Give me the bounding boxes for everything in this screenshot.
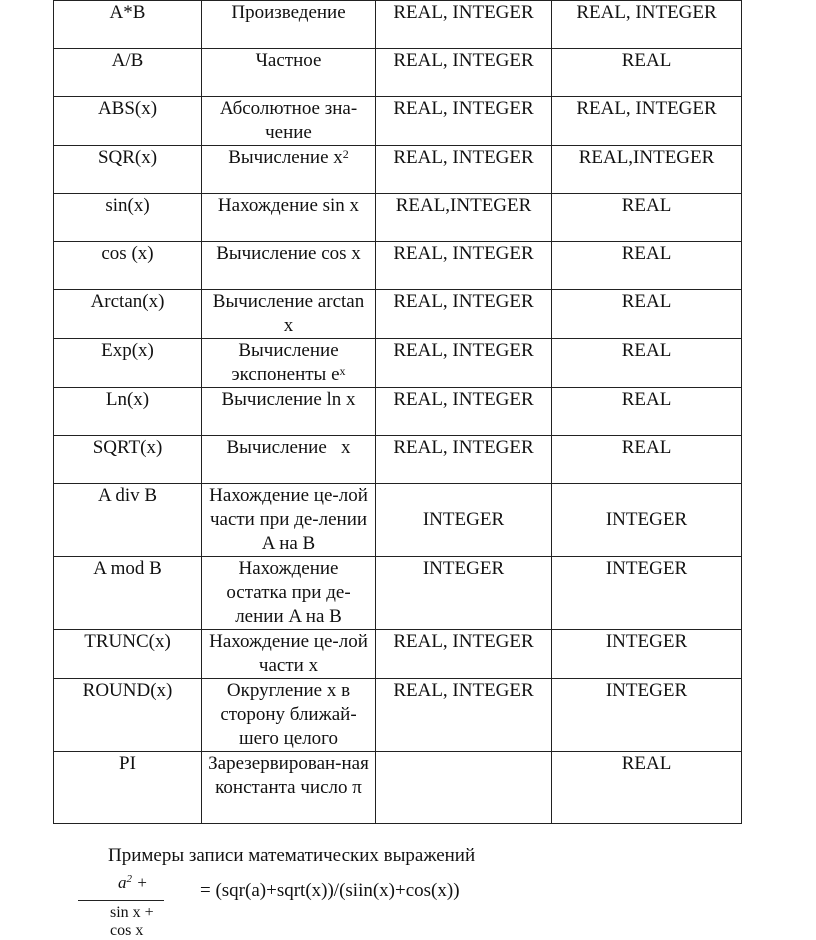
formula-numerator: [118, 873, 148, 893]
argument-type-cell: REAL, INTEGER: [376, 679, 552, 752]
result-type-cell: REAL: [552, 194, 742, 242]
description-cell: Нахождение sin x: [202, 194, 376, 242]
table-row: [54, 194, 742, 242]
numerator-superscript: 2: [126, 873, 132, 885]
argument-type-cell: [376, 752, 552, 824]
description-cell: [202, 436, 376, 484]
function-cell: Exp(x): [54, 339, 202, 388]
argument-type-cell: REAL, INTEGER: [376, 388, 552, 436]
result-type-cell: INTEGER: [552, 484, 742, 557]
function-cell: ABS(x): [54, 97, 202, 146]
table-row: [54, 1, 742, 49]
result-type-cell: REAL,INTEGER: [552, 146, 742, 194]
function-cell: Arctan(x): [54, 290, 202, 339]
argument-type-cell: REAL, INTEGER: [376, 290, 552, 339]
numerator-rest: +: [136, 873, 148, 892]
table-row: [54, 97, 742, 146]
function-cell: SQR(x): [54, 146, 202, 194]
function-cell: PI: [54, 752, 202, 824]
result-type-cell: REAL, INTEGER: [552, 97, 742, 146]
result-type-cell: REAL: [552, 49, 742, 97]
table-row: [54, 146, 742, 194]
description-cell: Вычисление ln x: [202, 388, 376, 436]
table-row: [54, 630, 742, 679]
result-type-cell: REAL: [552, 242, 742, 290]
argument-type-cell: REAL, INTEGER: [376, 339, 552, 388]
argument-type-cell: REAL, INTEGER: [376, 49, 552, 97]
argument-type-cell: REAL, INTEGER: [376, 146, 552, 194]
result-type-cell: INTEGER: [552, 630, 742, 679]
function-cell: ROUND(x): [54, 679, 202, 752]
function-cell: A*B: [54, 1, 202, 49]
description-cell: Частное: [202, 49, 376, 97]
description-text: Вычисление x: [226, 437, 351, 458]
result-type-cell: REAL: [552, 290, 742, 339]
argument-type-cell: REAL, INTEGER: [376, 630, 552, 679]
function-cell: A div B: [54, 484, 202, 557]
description-cell: Вычисление cos x: [202, 242, 376, 290]
description-cell: Нахождение це-лой части при де-лении A на B: [202, 484, 376, 557]
argument-type-cell: REAL, INTEGER: [376, 242, 552, 290]
description-text: Вычисление x: [228, 147, 343, 168]
superscript: 2: [342, 147, 349, 161]
table-row: [54, 388, 742, 436]
argument-type-cell: INTEGER: [376, 557, 552, 630]
description-text: Вычисление экспоненты e: [231, 340, 340, 385]
result-type-cell: REAL: [552, 339, 742, 388]
description-cell: Абсолютное зна-чение: [202, 97, 376, 146]
argument-type-cell: REAL, INTEGER: [376, 1, 552, 49]
argument-type-cell: REAL, INTEGER: [376, 436, 552, 484]
description-cell: [202, 146, 376, 194]
table-row: [54, 679, 742, 752]
formula-denominator: sin x + cos x: [110, 904, 154, 939]
function-cell: A/B: [54, 49, 202, 97]
description-cell: Округление x в сторону ближай-шего целого: [202, 679, 376, 752]
function-cell: sin(x): [54, 194, 202, 242]
description-cell: Зарезервирован-ная константа число π: [202, 752, 376, 824]
result-type-cell: REAL: [552, 388, 742, 436]
description-cell: Нахождение остатка при де-лении A на B: [202, 557, 376, 630]
result-type-cell: INTEGER: [552, 557, 742, 630]
description-cell: [202, 339, 376, 388]
argument-type-cell: REAL, INTEGER: [376, 97, 552, 146]
description-cell: Произведение: [202, 1, 376, 49]
functions-table: [53, 0, 742, 824]
result-type-cell: REAL, INTEGER: [552, 1, 742, 49]
description-cell: Вычисление arctan x: [202, 290, 376, 339]
function-cell: Ln(x): [54, 388, 202, 436]
fraction-bar: [78, 900, 164, 901]
result-type-cell: REAL: [552, 436, 742, 484]
result-type-cell: REAL: [552, 752, 742, 824]
examples-caption: Примеры записи математических выражений: [108, 845, 476, 866]
numerator-base: a: [118, 873, 127, 892]
argument-type-cell: INTEGER: [376, 484, 552, 557]
formula-fraction: [78, 873, 166, 939]
argument-type-cell: REAL,INTEGER: [376, 194, 552, 242]
table-row: [54, 242, 742, 290]
table-row: [54, 339, 742, 388]
description-cell: Нахождение це-лой части x: [202, 630, 376, 679]
function-cell: SQRT(x): [54, 436, 202, 484]
table-row: [54, 49, 742, 97]
function-cell: TRUNC(x): [54, 630, 202, 679]
table-row: [54, 752, 742, 824]
formula-expression: = (sqr(a)+sqrt(x))/(siin(x)+cos(x)): [200, 880, 460, 901]
table-row: [54, 436, 742, 484]
superscript: x: [339, 364, 346, 378]
table-row: [54, 484, 742, 557]
table-row: [54, 290, 742, 339]
table-row: [54, 557, 742, 630]
result-type-cell: INTEGER: [552, 679, 742, 752]
function-cell: A mod B: [54, 557, 202, 630]
function-cell: cos (x): [54, 242, 202, 290]
